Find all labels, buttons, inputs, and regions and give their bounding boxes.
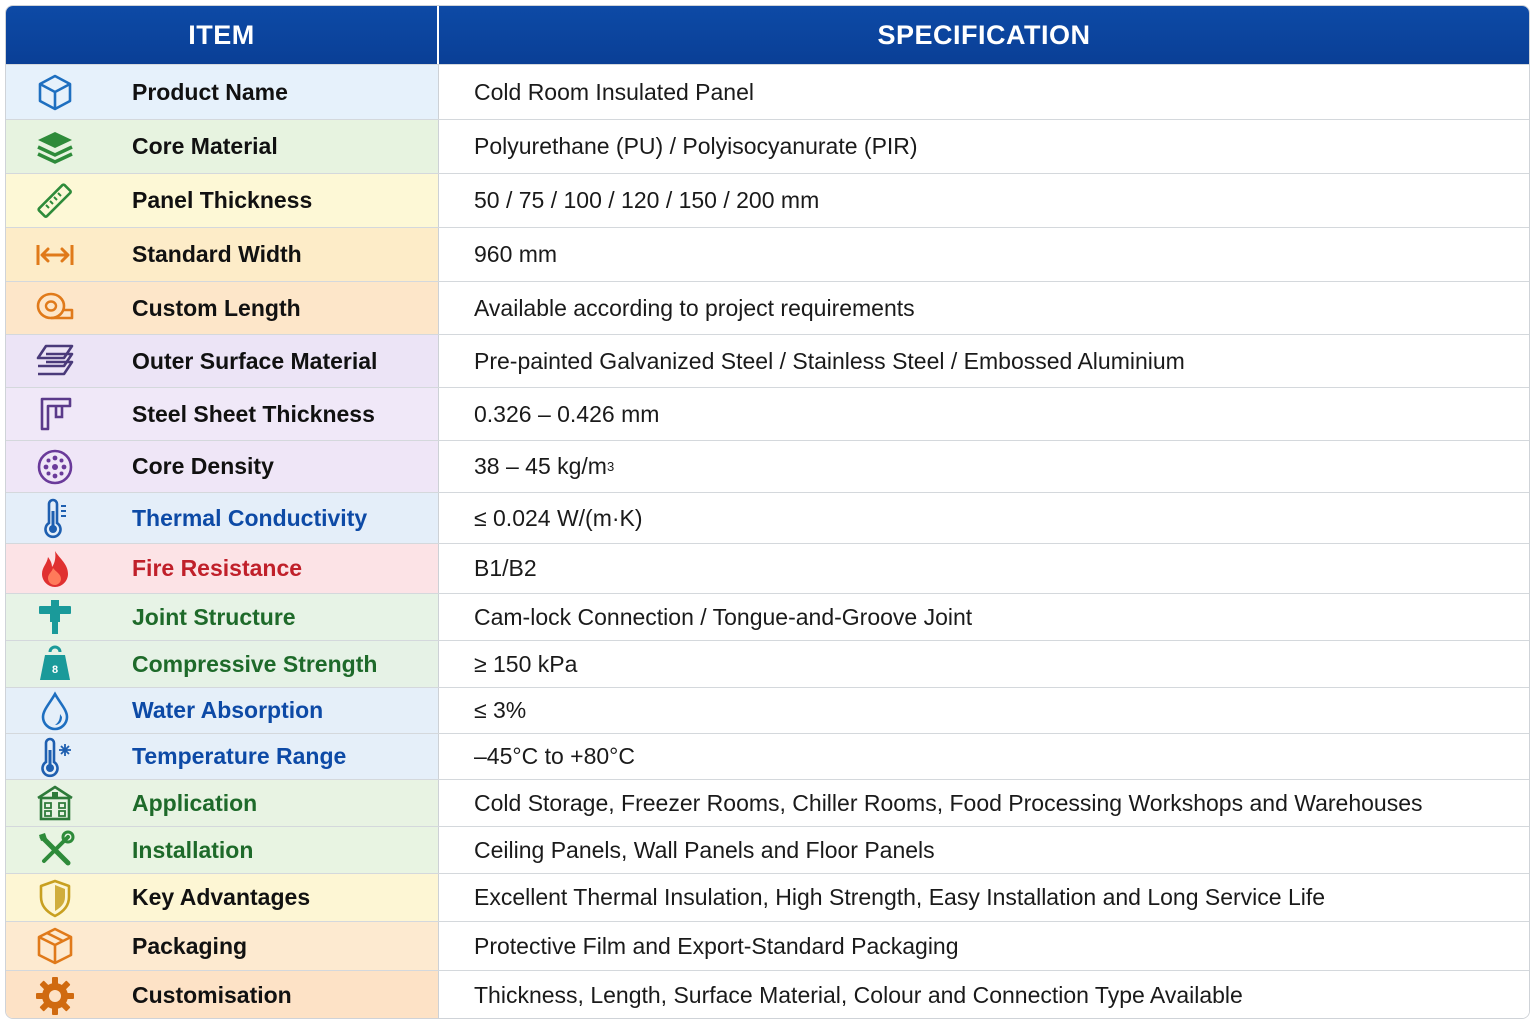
table-row — [6, 334, 1529, 387]
row-item-cell — [6, 594, 439, 640]
table-row — [6, 387, 1529, 440]
row-item-cell — [6, 228, 439, 281]
row-item-cell — [6, 780, 439, 826]
row-item-cell — [6, 688, 439, 733]
row-label: Fire Resistance — [132, 555, 303, 581]
row-item-cell — [6, 441, 439, 492]
table-row — [6, 873, 1529, 921]
row-spec-cell — [439, 594, 1529, 640]
row-value: Protective Film and Export-Standard Packaging — [474, 932, 959, 959]
shield-icon — [6, 877, 102, 919]
table-row — [6, 281, 1529, 334]
row-label: Temperature Range — [132, 743, 347, 769]
row-item-cell — [6, 65, 439, 119]
row-label: Core Material — [132, 133, 278, 159]
table-row — [6, 64, 1529, 119]
width-arrows-icon — [6, 234, 102, 276]
row-label: Key Advantages — [132, 884, 311, 910]
row-label: Outer Surface Material — [132, 347, 378, 374]
row-label: Thermal Conductivity — [132, 504, 368, 531]
gear-icon — [6, 975, 102, 1017]
thermometer-icon — [6, 497, 102, 539]
caliper-icon — [6, 393, 102, 435]
row-spec-cell — [439, 971, 1529, 1019]
row-item-cell — [6, 493, 439, 543]
row-label: Packaging — [132, 932, 248, 959]
row-label: Compressive Strength — [132, 650, 378, 677]
row-label: Joint Structure — [132, 603, 296, 630]
row-value: 0.326 – 0.426 mm — [474, 400, 660, 427]
row-value: ≥ 150 kPa — [474, 650, 578, 677]
row-spec-cell — [439, 228, 1529, 281]
table-row — [6, 921, 1529, 970]
table-body — [6, 64, 1529, 1019]
row-label: Water Absorption — [132, 697, 324, 723]
row-value: B1/B2 — [474, 555, 537, 581]
header-specification: SPECIFICATION — [877, 19, 1091, 50]
weight-icon — [6, 643, 102, 685]
svg-text:8: 8 — [51, 664, 59, 676]
row-value: ≤ 0.024 W/(m·K) — [474, 504, 643, 531]
table-row — [6, 543, 1529, 593]
row-spec-cell — [439, 282, 1529, 334]
density-dots-icon — [6, 446, 102, 488]
row-item-cell — [6, 734, 439, 779]
table-row — [6, 640, 1529, 687]
thermometer-snow-icon — [6, 736, 102, 778]
row-spec-cell — [439, 874, 1529, 921]
water-drop-icon — [6, 690, 102, 732]
roll-icon — [6, 287, 102, 329]
row-spec-cell — [439, 120, 1529, 173]
table-row — [6, 687, 1529, 733]
table-row — [6, 779, 1529, 826]
row-item-cell — [6, 174, 439, 227]
tools-icon — [6, 829, 102, 871]
row-value: 38 – 45 kg/m — [474, 453, 607, 479]
row-item-cell — [6, 641, 439, 687]
row-label: Customisation — [132, 982, 292, 1008]
row-value: Cam-lock Connection / Tongue-and-Groove Joint — [474, 603, 973, 630]
row-spec-cell — [439, 388, 1529, 440]
flame-icon — [6, 548, 102, 590]
row-item-cell — [6, 335, 439, 387]
header-item: ITEM — [6, 6, 439, 64]
table-row — [6, 119, 1529, 173]
row-spec-cell — [439, 780, 1529, 826]
row-item-cell — [6, 874, 439, 921]
row-spec-cell — [439, 493, 1529, 543]
row-label: Installation — [132, 836, 254, 863]
row-value: Available according to project requirements — [474, 294, 915, 321]
row-value: Thickness, Length, Surface Material, Colour and Connection Type Available — [474, 982, 1243, 1008]
table-header — [6, 6, 1529, 64]
row-value: Ceiling Panels, Wall Panels and Floor Panels — [474, 836, 935, 863]
row-value: 960 mm — [474, 241, 558, 267]
row-spec-cell — [439, 335, 1529, 387]
spec-table — [5, 5, 1530, 1019]
row-label: Product Name — [132, 78, 288, 105]
table-row — [6, 440, 1529, 492]
row-spec-cell — [439, 734, 1529, 779]
row-label: Panel Thickness — [132, 187, 313, 213]
row-value: Excellent Thermal Insulation, High Strength, Easy Installation and Long Service Life — [474, 884, 1326, 910]
row-label: Core Density — [132, 453, 274, 479]
table-row — [6, 593, 1529, 640]
row-item-cell — [6, 827, 439, 873]
layers-icon — [6, 126, 102, 168]
row-value: –45°C to +80°C — [474, 743, 635, 769]
table-row — [6, 733, 1529, 779]
row-spec-cell — [439, 641, 1529, 687]
row-spec-cell — [439, 688, 1529, 733]
table-row — [6, 227, 1529, 281]
cube-outline-icon — [6, 71, 102, 113]
table-row — [6, 970, 1529, 1019]
row-spec-cell: 38 – 45 kg/m 3 — [439, 441, 1529, 492]
joint-icon — [6, 596, 102, 638]
row-label: Custom Length — [132, 294, 301, 321]
row-label: Steel Sheet Thickness — [132, 400, 375, 427]
sheets-icon — [6, 340, 102, 382]
row-spec-cell — [439, 174, 1529, 227]
row-item-cell — [6, 922, 439, 970]
row-item-cell — [6, 544, 439, 593]
row-spec-cell — [439, 827, 1529, 873]
row-value: Cold Storage, Freezer Rooms, Chiller Rooms, Food Processing Workshops and Warehouses — [474, 789, 1423, 816]
row-item-cell — [6, 282, 439, 334]
table-row — [6, 173, 1529, 227]
row-value: ≤ 3% — [474, 697, 527, 723]
table-row — [6, 826, 1529, 873]
row-spec-cell — [439, 922, 1529, 970]
table-row — [6, 492, 1529, 543]
ruler-icon — [6, 180, 102, 222]
building-icon — [6, 782, 102, 824]
row-item-cell — [6, 120, 439, 173]
row-value: Polyurethane (PU) / Polyisocyanurate (PIR) — [474, 133, 918, 159]
row-item-cell — [6, 971, 439, 1019]
row-label: Standard Width — [132, 241, 302, 267]
row-spec-cell — [439, 65, 1529, 119]
row-value: Pre-painted Galvanized Steel / Stainless Steel / Embossed Aluminium — [474, 347, 1185, 374]
row-label: Application — [132, 789, 258, 816]
row-value: 50 / 75 / 100 / 120 / 150 / 200 mm — [474, 187, 820, 213]
row-value: Cold Room Insulated Panel — [474, 78, 754, 105]
box-icon — [6, 925, 102, 967]
row-item-cell — [6, 388, 439, 440]
row-spec-cell — [439, 544, 1529, 593]
